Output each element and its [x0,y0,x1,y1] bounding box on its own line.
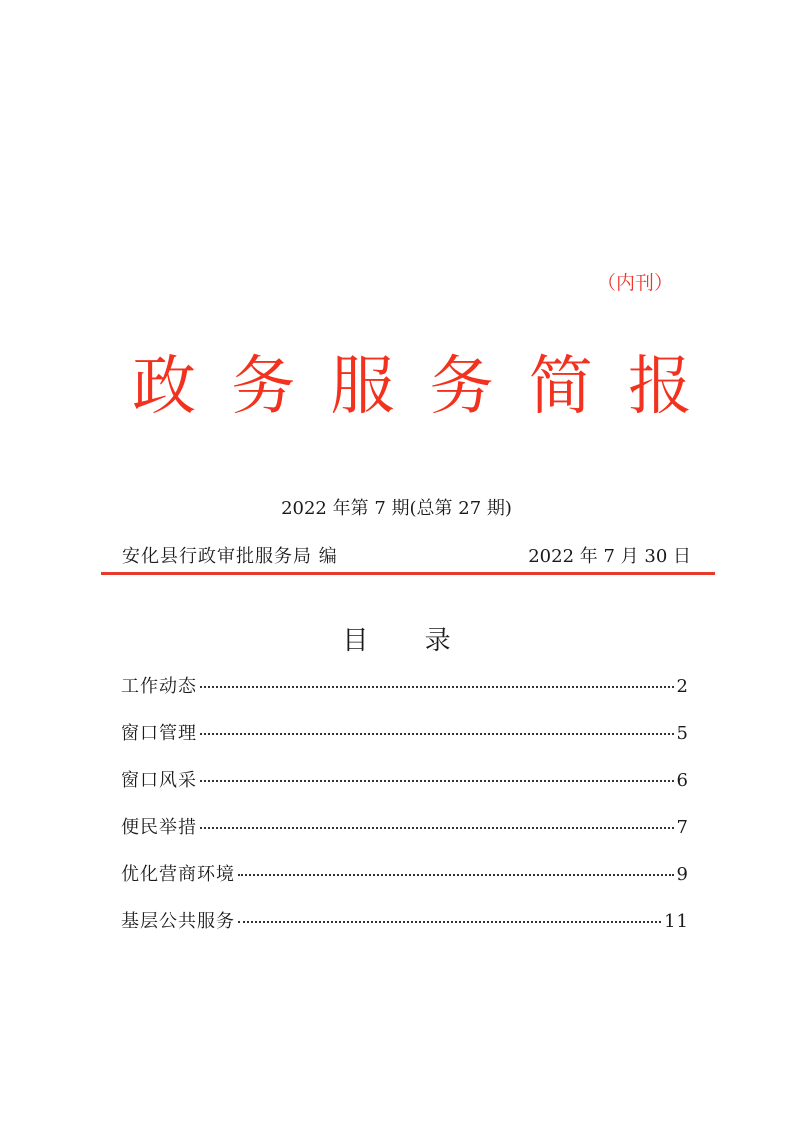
dot-leader [200,733,674,735]
toc-item-page: 6 [676,770,689,791]
toc-item-public-services[interactable] [121,907,689,954]
title-char: 简 [528,350,593,424]
toc-item-page: 7 [676,817,689,838]
toc-item-window-management[interactable] [121,719,689,766]
toc-item-label: 窗口管理 [121,723,197,744]
toc-item-work-updates[interactable] [121,672,689,719]
toc-item-label: 基层公共服务 [121,911,235,932]
dot-leader [238,874,674,876]
title-char: 务 [231,350,296,424]
dot-leader [200,827,674,829]
toc-heading: 目 录 [342,626,475,656]
title-char: 务 [429,350,494,424]
dot-leader [200,780,674,782]
toc-item-label: 便民举措 [121,817,197,838]
toc-item-convenience-measures[interactable] [121,813,689,860]
toc-item-label: 工作动态 [121,676,197,697]
toc-item-business-environment[interactable] [121,860,689,907]
toc-item-page: 5 [676,723,689,744]
dot-leader [200,686,674,688]
toc-item-page: 2 [676,676,689,697]
dot-leader [238,921,661,923]
publication-date: 2022 年 7 月 30 日 [528,546,691,567]
header-divider [101,572,715,575]
page-title [132,345,692,429]
title-char: 报 [627,350,692,424]
title-char: 政 [132,350,196,424]
toc-item-page: 9 [676,864,689,885]
editor-line: 安化县行政审批服务局 编 [122,546,338,567]
toc-item-label: 窗口风采 [121,770,197,791]
table-of-contents [121,672,689,954]
issue-number: 2022 年第 7 期(总第 27 期) [281,498,512,519]
toc-item-window-style[interactable] [121,766,689,813]
toc-item-label: 优化营商环境 [121,864,235,885]
title-char: 服 [330,350,395,424]
internal-publication-tag: （内刊） [597,272,674,294]
toc-item-page: 11 [664,911,689,932]
